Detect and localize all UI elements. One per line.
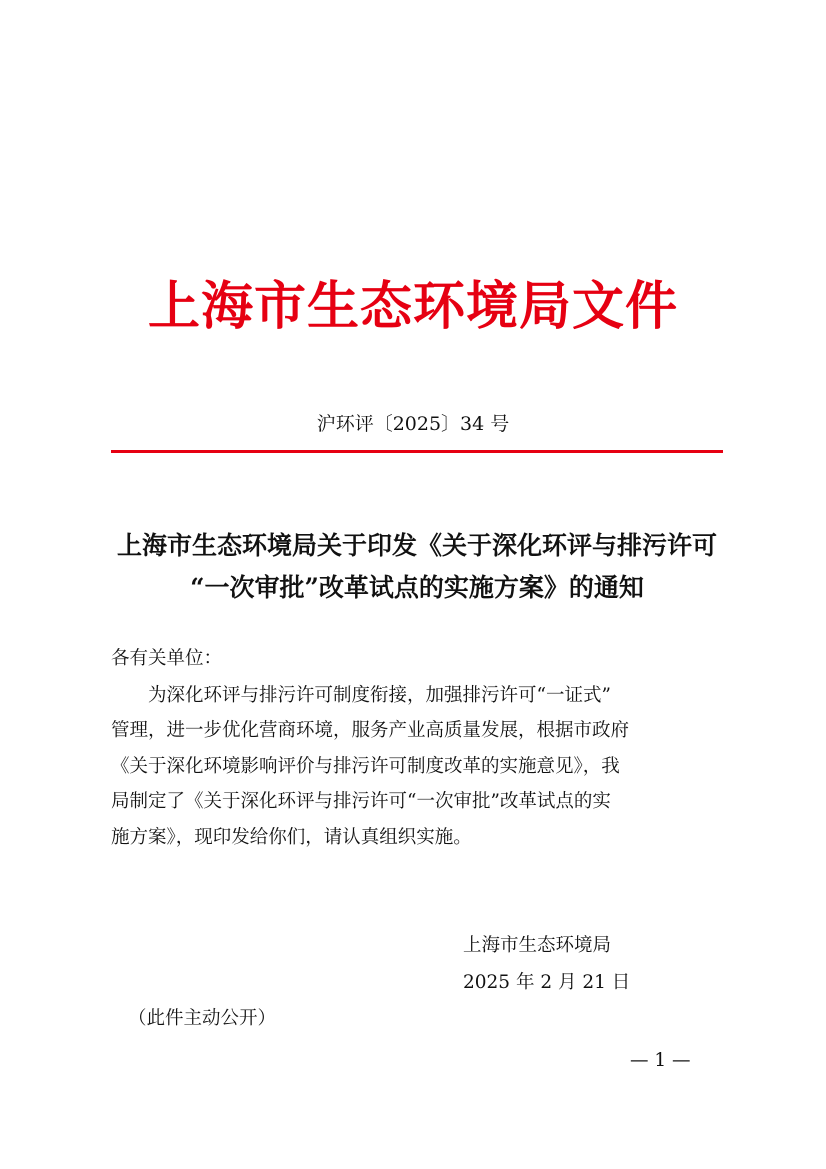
body-line-2: 管理，进一步优化营商环境，服务产业高质量发展，根据市政府	[111, 720, 630, 742]
title-line-1: 上海市生态环境局关于印发《关于深化环评与排污许可	[116, 531, 717, 560]
body-line-1: 为深化环评与排污许可制度衔接，加强排污许可“一证式”	[148, 685, 611, 706]
masthead-title: 上海市生态环境局文件	[147, 276, 678, 337]
disclosure-note: （此件主动公开）	[128, 1008, 277, 1029]
signature-date: 2025 年 2 月 21 日	[463, 972, 631, 993]
salutation: 各有关单位：	[111, 648, 223, 669]
body-line-5: 施方案》，现印发给你们，请认真组织实施。	[111, 826, 472, 848]
title-line-2: “一次审批”改革试点的实施方案》的通知	[190, 573, 644, 602]
body-line-4: 局制定了《关于深化环评与排污许可“一次审批”改革试点的实	[111, 791, 611, 813]
page-number: — 1 —	[630, 1050, 691, 1071]
red-separator-line	[111, 450, 723, 453]
document-title	[111, 525, 723, 609]
signature-organization: 上海市生态环境局	[463, 935, 612, 956]
document-number: 沪环评〔2025〕34 号	[316, 413, 510, 435]
body-line-3: 《关于深化环境影响评价与排污许可制度改革的实施意见》，我	[111, 755, 620, 777]
body-paragraph	[111, 678, 723, 855]
